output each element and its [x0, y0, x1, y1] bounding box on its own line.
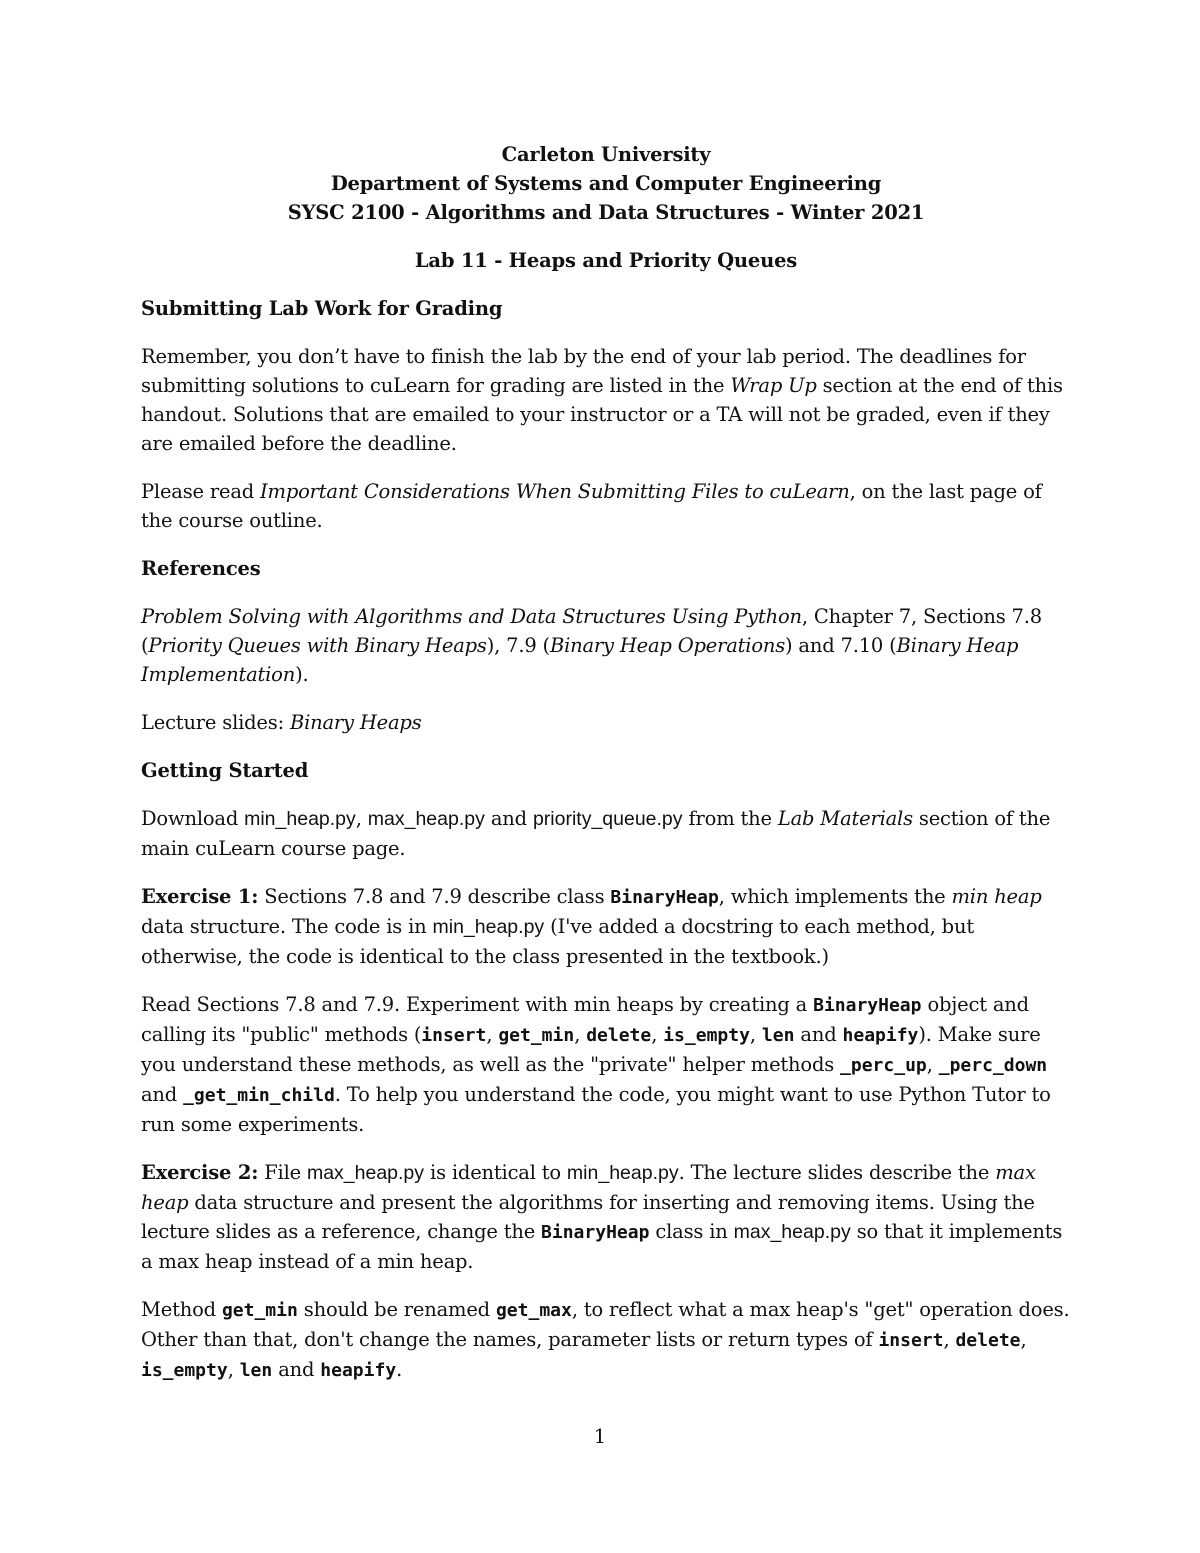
- text-run: is identical to: [424, 1161, 567, 1184]
- text-run: ,: [486, 1023, 499, 1046]
- text-run: data structure. The code is in: [141, 915, 433, 938]
- text-run: ,: [227, 1358, 240, 1381]
- code-identifier: len: [761, 1025, 795, 1046]
- text-run: so that it implements a max heap instead of a min heap.: [141, 1220, 1063, 1273]
- text-run: and: [141, 1083, 184, 1106]
- text-run: section of the main cuLearn course page.: [141, 807, 1051, 860]
- exercise-label: Exercise 2:: [141, 1161, 259, 1184]
- code-identifier: BinaryHeap: [541, 1222, 650, 1243]
- text-run: ,: [355, 807, 368, 830]
- submitting-heading: Submitting Lab Work for Grading: [141, 297, 503, 320]
- text-run: . To help you understand the code, you might want to use Python Tutor to run some experiments.: [141, 1083, 1051, 1136]
- emphasis: Binary Heaps: [289, 711, 422, 734]
- getting-started-heading: Getting Started: [141, 759, 309, 782]
- text-run: Sections 7.8 and 7.9 describe class: [258, 885, 611, 908]
- emphasis: Problem Solving with Algorithms and Data Structures Using Python: [141, 605, 802, 628]
- text-run: .: [396, 1358, 403, 1381]
- page-number: 1: [593, 1425, 607, 1448]
- exercise-2-paragraph-2: [141, 1295, 1071, 1385]
- exercise-2-paragraph-1: [141, 1158, 1071, 1276]
- header-course: SYSC 2100 - Algorithms and Data Structures - Winter 2021: [287, 201, 925, 224]
- emphasis: max heap: [141, 1161, 1036, 1214]
- page-content: [141, 140, 1071, 1385]
- text-run: Download: [141, 807, 245, 830]
- text-run: (I've added a docstring to each method, but otherwise, the code is identical to the class presented in the textbook.): [141, 915, 974, 968]
- code-identifier: heapify: [842, 1025, 919, 1046]
- text-run: ,: [926, 1053, 939, 1076]
- code-identifier: insert: [878, 1330, 944, 1351]
- text-run: class in: [649, 1220, 734, 1243]
- code-identifier: _get_min_child: [183, 1085, 335, 1106]
- text-run: and: [272, 1358, 321, 1381]
- code-identifier: delete: [955, 1330, 1021, 1351]
- getting-started-paragraph: [141, 804, 1071, 863]
- emphasis: Lab Materials: [777, 807, 913, 830]
- text-run: , which implements the: [718, 885, 952, 908]
- text-run: from the: [682, 807, 778, 830]
- text-run: , to reflect what a max heap's "get" operation does. Other than that, don't change the names, parameter lists or return types of: [141, 1298, 1070, 1351]
- exercise-label: Exercise 1:: [141, 885, 259, 908]
- text-run: should be renamed: [297, 1298, 496, 1321]
- text-run: ), 7.9 (: [486, 634, 550, 657]
- code-identifier: BinaryHeap: [813, 995, 922, 1016]
- emphasis: Binary Heap Implementation: [141, 634, 1019, 686]
- submitting-paragraph-2: [141, 477, 1071, 535]
- filename: min_heap.py: [432, 916, 545, 938]
- code-identifier: is_empty: [663, 1025, 750, 1046]
- submitting-paragraph-1: [141, 342, 1071, 458]
- text-run: and: [794, 1023, 843, 1046]
- filename: max_heap.py: [306, 1162, 425, 1184]
- text-run: data structure and present the algorithms for inserting and removing items. Using the lecture slides as a reference, change the: [141, 1191, 1035, 1243]
- header-university: Carleton University: [501, 143, 711, 166]
- text-run: . The lecture slides describe the: [678, 1161, 996, 1184]
- text-run: Method: [141, 1298, 222, 1321]
- code-identifier: get_min: [221, 1300, 298, 1321]
- emphasis: Wrap Up: [730, 374, 817, 397]
- text-run: ,: [749, 1023, 762, 1046]
- code-identifier: delete: [586, 1025, 652, 1046]
- text-run: section at the end of this handout. Solutions that are emailed to your instructor or a TA will not be graded, even if they are emailed before the deadline.: [141, 374, 1063, 455]
- code-identifier: get_min: [498, 1025, 575, 1046]
- header-department: Department of Systems and Computer Engineering: [330, 172, 882, 195]
- code-identifier: _perc_up: [840, 1055, 927, 1076]
- text-run: ,: [651, 1023, 664, 1046]
- text-run: and: [484, 807, 533, 830]
- code-identifier: insert: [421, 1025, 487, 1046]
- code-identifier: get_max: [495, 1300, 572, 1321]
- text-run: ).: [295, 663, 309, 686]
- filename: max_heap.py: [367, 808, 485, 830]
- text-run: Read Sections 7.8 and 7.9. Experiment with min heaps by creating a: [141, 993, 814, 1016]
- text-run: ). Make sure you understand these methods, as well as the "private" helper methods: [141, 1023, 1041, 1076]
- text-run: File: [258, 1161, 307, 1184]
- code-identifier: BinaryHeap: [610, 887, 719, 908]
- filename: max_heap.py: [733, 1221, 851, 1243]
- references-paragraph-1: [141, 602, 1071, 689]
- emphasis: min heap: [951, 885, 1042, 908]
- emphasis: Important Considerations When Submitting Files to cuLearn: [260, 480, 850, 503]
- references-paragraph-2: [141, 708, 1071, 737]
- text-run: , on the last page of the course outline.: [141, 480, 1042, 532]
- text-run: , Chapter 7, Sections 7.8 (: [141, 605, 1042, 657]
- emphasis: Binary Heap Operations: [549, 634, 786, 657]
- filename: min_heap.py: [244, 808, 356, 830]
- lab-title: Lab 11 - Heaps and Priority Queues: [414, 249, 798, 272]
- text-run: Lecture slides:: [141, 711, 290, 734]
- code-identifier: _perc_down: [938, 1055, 1048, 1076]
- filename: min_heap.py: [566, 1162, 679, 1184]
- code-identifier: len: [239, 1360, 273, 1381]
- text-run: Remember, you don’t have to finish the lab by the end of your lab period. The deadlines for submitting solutions to cuLearn for grading are listed in the: [141, 345, 1026, 397]
- text-run: ,: [1020, 1328, 1027, 1351]
- exercise-1-paragraph-1: [141, 882, 1071, 971]
- emphasis: Priority Queues with Binary Heaps: [148, 634, 487, 657]
- text-run: ,: [943, 1328, 956, 1351]
- text-run: object and calling its "public" methods (: [141, 993, 1029, 1046]
- code-identifier: heapify: [320, 1360, 397, 1381]
- exercise-1-paragraph-2: [141, 990, 1071, 1139]
- text-run: Please read: [141, 480, 261, 503]
- text-run: ) and 7.10 (: [785, 634, 897, 657]
- filename: priority_queue.py: [532, 808, 683, 830]
- code-identifier: is_empty: [141, 1360, 228, 1381]
- text-run: ,: [574, 1023, 587, 1046]
- references-heading: References: [141, 557, 261, 580]
